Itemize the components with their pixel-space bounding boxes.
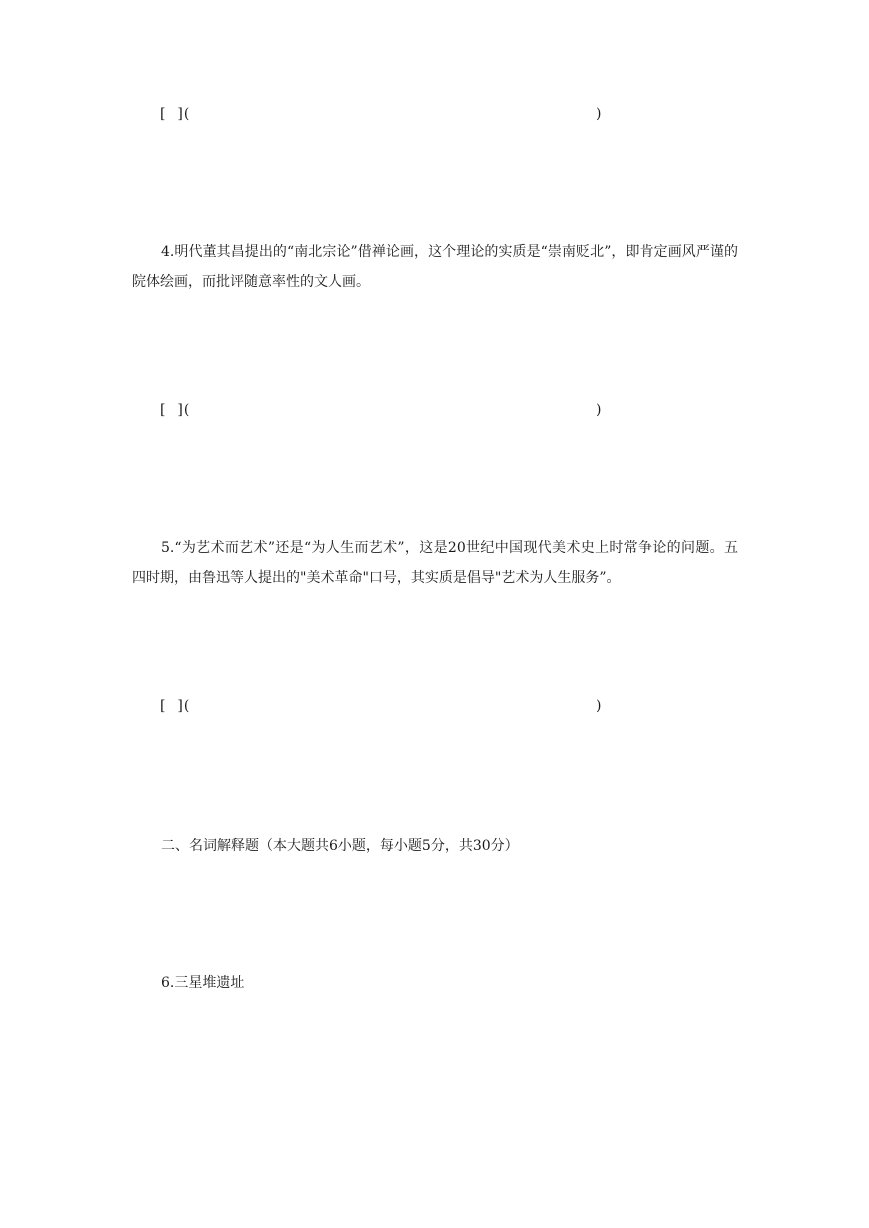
question-6-term: 6.三星堆遗址: [161, 975, 245, 991]
answer-bracket-close: ): [596, 402, 602, 418]
answer-bracket-open: [ ](: [160, 106, 191, 122]
question-4-text: 4.明代董其昌提出的“南北宗论”借禅论画，这个理论的实质是“崇南贬北”，即肯定画风严谨的院体绘画，而批评随意率性的文人画。: [132, 244, 738, 290]
answer-bracket-open: [ ](: [160, 402, 191, 418]
answer-bracket-close: ): [596, 106, 602, 122]
answer-row-q5: [160, 698, 610, 718]
answer-row-q3: [160, 106, 610, 126]
answer-bracket-close: ): [596, 698, 602, 714]
section-two-heading: 二、名词解释题（本大题共6小题，每小题5分，共30分）: [161, 838, 519, 854]
answer-bracket-open: [ ](: [160, 698, 191, 714]
question-5-text: 5.“为艺术而艺术”还是“为人生而艺术”，这是20世纪中国现代美术史上时常争论的问题。五四时期，由鲁迅等人提出的"美术革命"口号，其实质是倡导"艺术为人生服务”。: [132, 540, 738, 586]
answer-row-q4: [160, 402, 610, 422]
